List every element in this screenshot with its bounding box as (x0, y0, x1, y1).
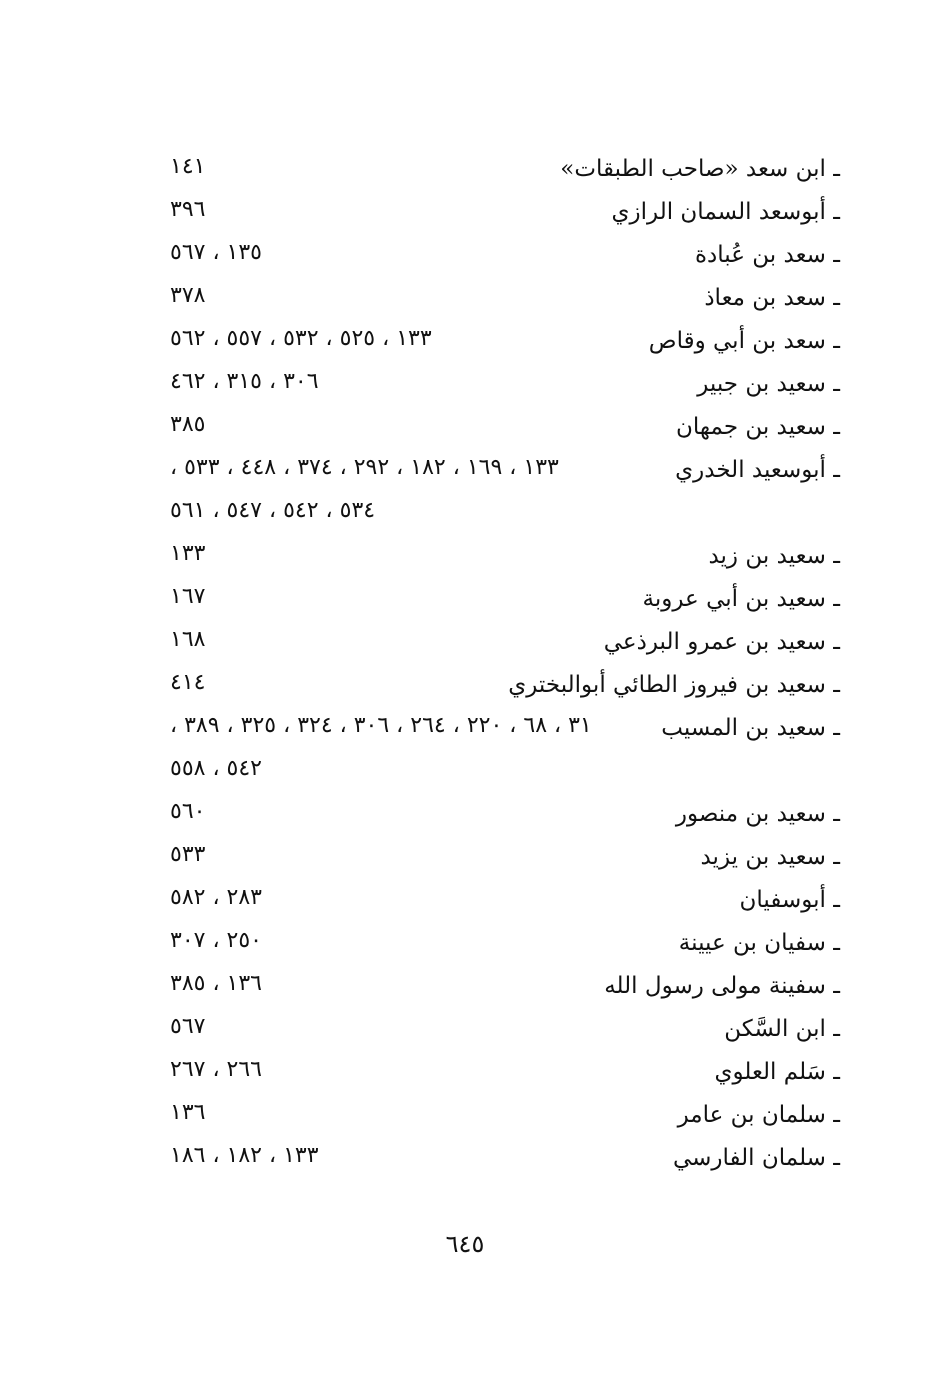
index-entry (160, 537, 840, 580)
index-entry (160, 451, 840, 494)
entry-pages: ١٣٣ ، ٥٢٥ ، ٥٣٢ ، ٥٥٧ ، ٥٦٢ (170, 326, 432, 351)
entry-pages: ٣٩٦ (170, 197, 206, 222)
index-entry-continuation (160, 494, 840, 537)
page-number: ٦٤٥ (445, 1230, 485, 1258)
index-entry (160, 1010, 840, 1053)
entry-name: ـ سعيد بن يزيد (700, 844, 840, 870)
entry-name: ـ سعيد بن منصور (675, 801, 840, 827)
index-entry (160, 881, 840, 924)
entry-pages: ٣٧٨ (170, 283, 206, 308)
entry-pages: ١٦٧ (170, 584, 206, 609)
entry-name: ـ سلمان بن عامر (677, 1102, 840, 1128)
entry-pages: ١٦٨ (170, 627, 206, 652)
entry-name: ـ سعد بن معاذ (704, 285, 840, 311)
entry-pages: ١٤١ (170, 154, 206, 179)
entry-pages: ٢٨٣ ، ٥٨٢ (170, 885, 262, 910)
entry-name: ـ سعيد بن جبير (697, 371, 840, 397)
entry-pages: ٢٥٠ ، ٣٠٧ (170, 928, 262, 953)
index-entry (160, 1139, 840, 1182)
entry-name: ـ ابن السَّكن (724, 1016, 840, 1042)
entry-pages: ٣٠٦ ، ٣١٥ ، ٤٦٢ (170, 369, 319, 394)
index-entry (160, 279, 840, 322)
entry-pages: ١٣٣ (170, 541, 206, 566)
index-entry (160, 1053, 840, 1096)
entry-pages-continued: ٥٤٢ ، ٥٥٨ (170, 756, 262, 781)
entry-pages: ١٣٥ ، ٥٦٧ (170, 240, 262, 265)
entry-pages: ١٣٣ ، ١٦٩ ، ١٨٢ ، ٢٩٢ ، ٣٧٤ ، ٤٤٨ ، ٥٣٣ ، (170, 455, 559, 480)
entry-name: ـ ابن سعد «صاحب الطبقات» (560, 156, 840, 182)
entry-pages: ٢٦٦ ، ٢٦٧ (170, 1057, 262, 1082)
entry-name: ـ سعيد بن المسيب (661, 715, 840, 741)
index-entry (160, 924, 840, 967)
entry-pages: ٤١٤ (170, 670, 206, 695)
entry-name: ـ سعيد بن زيد (708, 543, 840, 569)
index-entry (160, 795, 840, 838)
index-entry (160, 838, 840, 881)
entry-name: ـ سَلم العلوي (714, 1059, 840, 1085)
entry-pages: ١٣٦ (170, 1100, 206, 1125)
entry-name: ـ سفيان بن عيينة (678, 930, 840, 956)
entry-name: ـ أبوسفيان (739, 887, 840, 913)
entry-name: ـ سعيد بن عمرو البرذعي (603, 629, 840, 655)
entry-pages: ٥٦٠ (170, 799, 206, 824)
index-entry (160, 193, 840, 236)
index-entry (160, 365, 840, 408)
index-list (160, 150, 840, 1182)
index-entry-continuation (160, 752, 840, 795)
entry-pages-continued: ٥٣٤ ، ٥٤٢ ، ٥٤٧ ، ٥٦١ (170, 498, 376, 523)
entry-pages: ٣٨٥ (170, 412, 206, 437)
entry-name: ـ سعيد بن جمهان (676, 414, 840, 440)
entry-pages: ٥٣٣ (170, 842, 206, 867)
entry-name: ـ سلمان الفارسي (672, 1145, 840, 1171)
entry-name: ـ سعيد بن أبي عروبة (642, 586, 840, 612)
index-entry (160, 236, 840, 279)
index-entry (160, 1096, 840, 1139)
index-entry (160, 150, 840, 193)
index-entry (160, 709, 840, 752)
entry-name: ـ سعيد بن فيروز الطائي أبوالبختري (508, 672, 840, 698)
index-entry (160, 666, 840, 709)
entry-name: ـ سعد بن أبي وقاص (648, 328, 840, 354)
entry-name: ـ أبوسعد السمان الرازي (611, 199, 840, 225)
entry-pages: ٥٦٧ (170, 1014, 206, 1039)
entry-pages: ٣١ ، ٦٨ ، ٢٢٠ ، ٢٦٤ ، ٣٠٦ ، ٣٢٤ ، ٣٢٥ ، ٣٨٩ ، (170, 713, 592, 738)
index-entry (160, 967, 840, 1010)
index-entry (160, 408, 840, 451)
entry-name: ـ سعد بن عُبادة (695, 242, 840, 268)
index-entry (160, 322, 840, 365)
entry-name: ـ سفينة مولى رسول الله (604, 973, 840, 999)
entry-name: ـ أبوسعيد الخدري (675, 457, 840, 483)
entry-pages: ١٣٦ ، ٣٨٥ (170, 971, 262, 996)
entry-pages: ١٣٣ ، ١٨٢ ، ١٨٦ (170, 1143, 319, 1168)
index-entry (160, 623, 840, 666)
index-entry (160, 580, 840, 623)
